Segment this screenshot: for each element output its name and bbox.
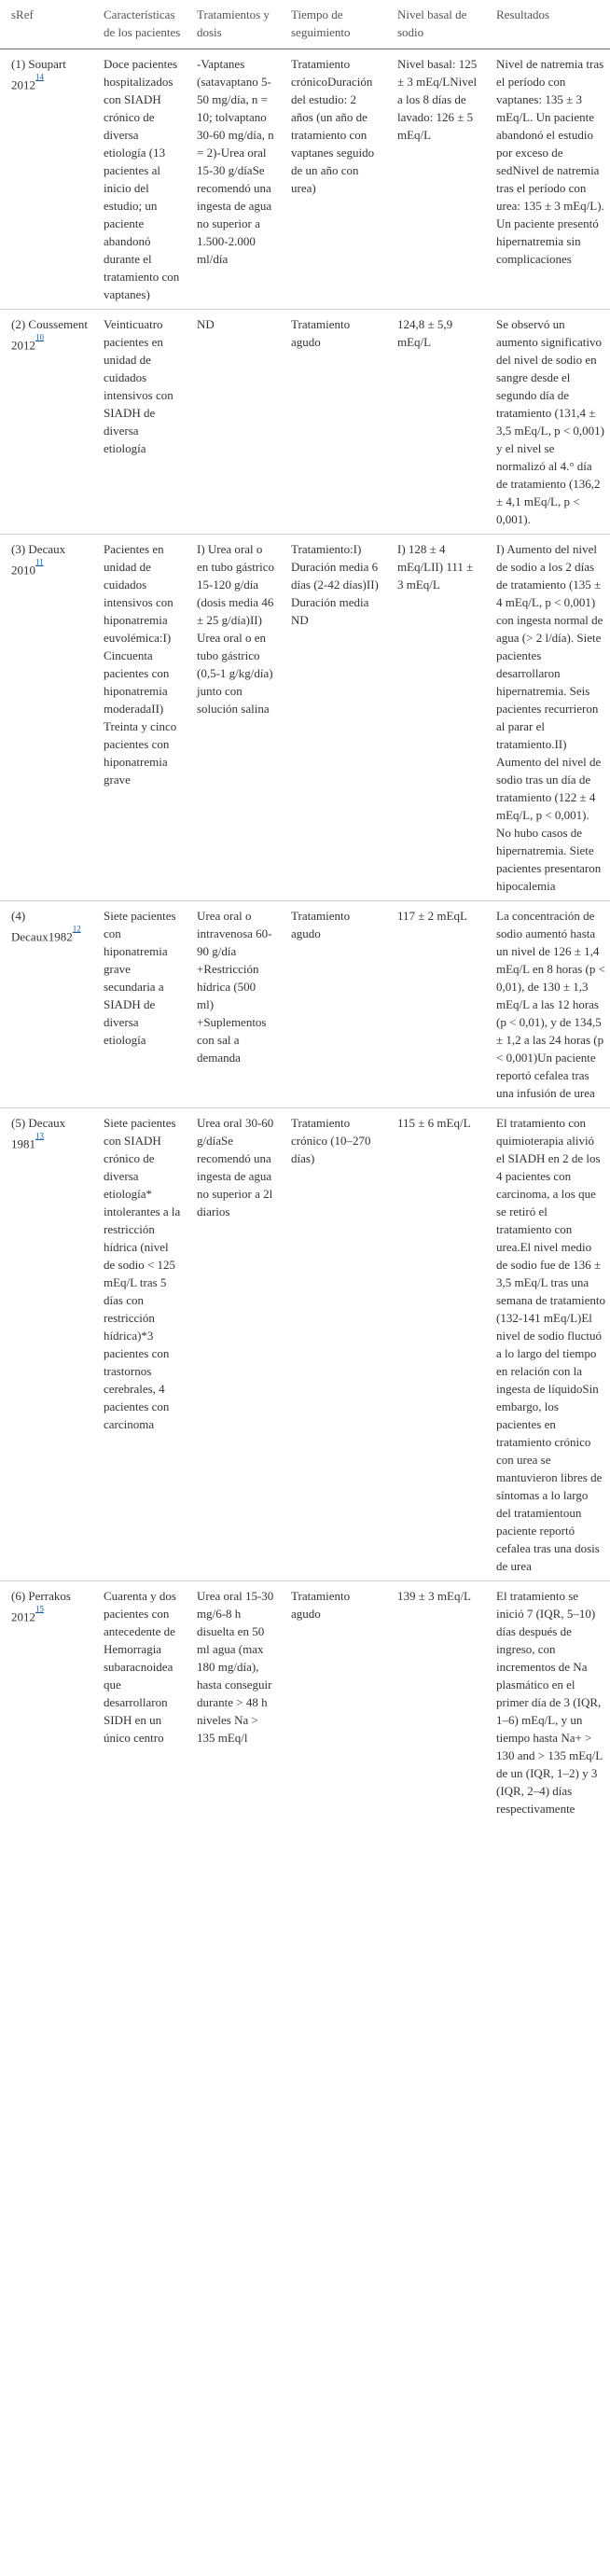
cell-nivel: 139 ± 3 mEq/L [397, 1589, 471, 1603]
cell-caracteristicas: Siete pacientes con hiponatremia grave secundaria a SIADH de diversa etiología [92, 901, 186, 1108]
cell-tratamientos: Urea oral 15-30 mg/6-8 h disuelta en 50 ml agua (max 180 mg/día), hasta conseguir durante > 48 h niveles Na > 135 mEq/l [197, 1589, 274, 1745]
cell-nivel: 124,8 ± 5,9 mEq/L [386, 310, 485, 535]
cell-tiempo: Tratamiento crónico (10–270 días) [280, 1108, 386, 1581]
citation-link[interactable]: 14 [35, 72, 44, 82]
cell-caracteristicas: Veinticuatro pacientes en unidad de cuidados intensivos con SIADH de diversa etiología [92, 310, 186, 535]
cell-nivel: I) 128 ± 4 mEq/LII) 111 ± 3 mEq/L [386, 535, 485, 901]
cell-nivel: 115 ± 6 mEq/L [386, 1108, 485, 1581]
cell-resultados: I) Aumento del nivel de sodio a los 2 días de tratamiento (135 ± 4 mEq/L, p < 0,001) con ingesta normal de agua (> 2 l/día). Siete pacientes desarrollaron hipernatremia. Seis pacientes recurrieron al parar el tratamiento.II) Aumento del nivel de sodio tras un día de tratamiento (122 ± 4 mEq/L, p < 0,001). No hubo casos de hipernatremia. Siete pacientes presentaron hipocalemia [485, 535, 610, 901]
cell-caracteristicas: Pacientes en unidad de cuidados intensivos con hiponatremia euvolémica:I) Cincuenta pacientes con hiponatremia moderadaII) Treinta y cinco pacientes con hiponatremia grave [92, 535, 186, 901]
table-row [0, 49, 610, 310]
ref-label: (2) Coussement 2012 [11, 317, 88, 353]
header-ref: sRef [0, 0, 92, 49]
cell-nivel: Nivel basal: 125 ± 3 mEq/LNivel a los 8 días de lavado: 126 ± 5 mEq/L [386, 49, 485, 310]
cell-resultados: El tratamiento con quimioterapia alivió el SIADH en 2 de los 4 pacientes con carcinoma, a los que se retiró el tratamiento con urea.El nivel medio de sodio fue de 136 ± 3,5 mEq/L tras una semana de tratamiento (132-141 mEq/L)El nivel de sodio fluctuó a lo largo del tiempo en relación con la ingesta de líquidoSin embargo, los pacientes en tratamiento crónico con urea se mantuvieron libres de síntomas a lo largo del tratamientoun paciente reportó cefalea tras una dosis de urea [485, 1108, 610, 1581]
cell-caracteristicas: Cuarenta y dos pacientes con antecedente de Hemorragia subaracnoidea que desarrollaron SIDH en un único centro [104, 1589, 176, 1745]
ref-label: (6) Perrakos 2012 [11, 1589, 71, 1624]
citation-link[interactable]: 11 [35, 557, 44, 567]
table-row [0, 310, 610, 535]
cell-resultados: Nivel de natremia tras el período con vaptanes: 135 ± 3 mEq/L. Un paciente abandonó el estudio por exceso de sedNivel de natremia tras el período con urea: 135 ± 3 mEq/L). Un paciente presentó hipernatremia sin complicaciones [485, 49, 610, 310]
cell-tratamientos: Urea oral 30-60 g/díaSe recomendó una ingesta de agua no superior a 2l diarios [186, 1108, 280, 1581]
cell-tiempo: Tratamiento agudo [280, 310, 386, 535]
cell-ref [0, 535, 92, 901]
cell-resultados: El tratamiento se inició 7 (IQR, 5–10) días después de ingreso, con incrementos de Na plasmático en el primer día de 3 (IQR, 1–6) mEq/L, y un tiempo hasta Na+ > 130 and > 135 mEq/L de un (IQR, 1–2) y 3 (IQR, 2–4) días respectivamente [496, 1589, 603, 1816]
cell-tiempo: Tratamiento agudo [291, 1589, 351, 1621]
table-header [0, 0, 610, 49]
citation-link[interactable]: 13 [35, 1131, 44, 1141]
table-row [0, 1108, 610, 1581]
cell-caracteristicas: Siete pacientes con SIADH crónico de diversa etiología* intolerantes a la restricción hídrica (nivel de sodio < 125 mEq/L tras 5 días con restricción hídrica)*3 pacientes con trastornos cerebrales, 4 pacientes con carcinoma [92, 1108, 186, 1581]
header-caracteristicas: Características de los pacientes [92, 0, 186, 49]
cell-tratamientos: I) Urea oral o en tubo gástrico 15-120 g/día (dosis media 46 ± 25 g/día)II) Urea oral o en tubo gástrico (0,5-1 g/kg/día) junto con solución salina [186, 535, 280, 901]
cell-tratamientos: ND [186, 310, 280, 535]
ref-label: (4) Decaux1982 [11, 909, 73, 944]
cell-caracteristicas: Doce pacientes hospitalizados con SIADH crónico de diversa etiología (13 pacientes al inicio del estudio; un paciente abandonó durante el tratamiento con vaptanes) [92, 49, 186, 310]
citation-link[interactable]: 12 [72, 924, 81, 934]
cell-tratamientos: Urea oral o intravenosa 60-90 g/día +Restricción hídrica (500 ml) +Suplementos con sal a demanda [186, 901, 280, 1108]
table-row [0, 901, 610, 1108]
citation-link[interactable]: 15 [35, 1604, 44, 1614]
header-tratamientos: Tratamientos y dosis [186, 0, 280, 49]
header-resultados: Resultados [485, 0, 610, 49]
cell-resultados: Se observó un aumento significativo del nivel de sodio en sangre desde el segundo día de tratamiento (131,4 ± 3,5 mEq/L, p < 0,001) y el nivel se normalizó al 4.° día de tratamiento (136,2 ± 4,1 mEq/L, p < 0,001). [485, 310, 610, 535]
cell-ref [0, 901, 92, 1108]
header-tiempo: Tiempo de seguimiento [280, 0, 386, 49]
table-row [0, 1581, 610, 1824]
header-nivel: Nivel basal de sodio [386, 0, 485, 49]
cell-tiempo: Tratamiento:I) Duración media 6 días (2-42 días)II) Duración media ND [280, 535, 386, 901]
cell-ref [0, 310, 92, 535]
cell-ref [0, 1581, 92, 1824]
ref-label: (1) Soupart 2012 [11, 57, 66, 92]
header-row [0, 0, 610, 49]
citation-link[interactable]: 10 [35, 332, 44, 342]
cell-tiempo: Tratamiento crónicoDuración del estudio: 2 años (un año de tratamiento con vaptanes seguido de un año con urea) [280, 49, 386, 310]
cell-ref [0, 1108, 92, 1581]
cell-tiempo: Tratamiento agudo [280, 901, 386, 1108]
table-body [0, 49, 610, 1824]
cell-nivel: 117 ± 2 mEqL [386, 901, 485, 1108]
table-row [0, 535, 610, 901]
ref-label: (5) Decaux 1981 [11, 1116, 66, 1151]
cell-ref [0, 49, 92, 310]
cell-tratamientos: -Vaptanes (satavaptano 5-50 mg/día, n = 10; tolvaptano 30-60 mg/día, n = 2)-Urea oral 15-30 g/díaSe recomendó una ingesta de agua no superior a 1.500-2.000 ml/día [186, 49, 280, 310]
cell-resultados: La concentración de sodio aumentó hasta un nivel de 126 ± 1,4 mEq/L en 8 horas (p < 0,01), de 130 ± 1,3 mEq/L a las 12 horas (p < 0,01), y de 134,5 ± 1,2 a las 24 horas (p < 0,001)Un paciente reportó cefalea tras una infusión de urea [485, 901, 610, 1108]
ref-label: (3) Decaux 2010 [11, 542, 66, 578]
